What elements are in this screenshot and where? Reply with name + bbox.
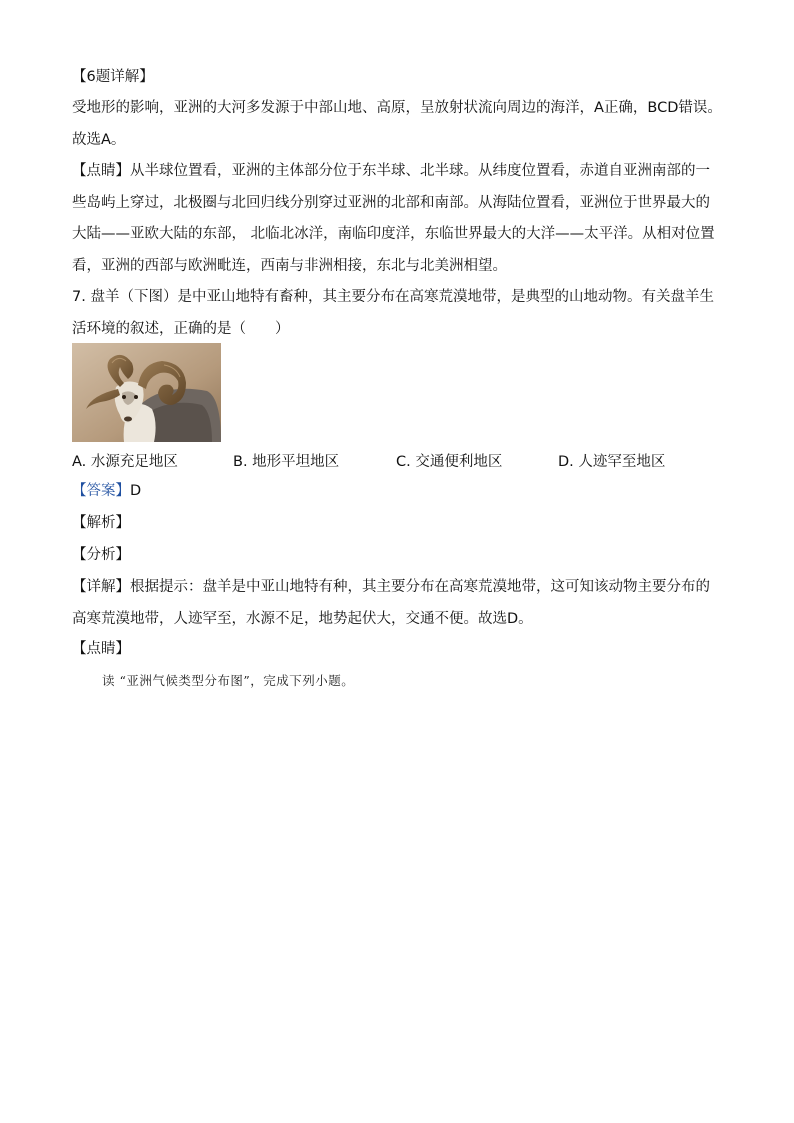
q7-option-b: B. 地形平坦地区: [233, 454, 340, 470]
q7-answer: [72, 476, 724, 508]
argali-sheep-photo: [72, 343, 221, 442]
q7-options: [72, 447, 724, 477]
q7-stem: 7. 盘羊（下图）是中亚山地特有畜种，其主要分布在高寒荒漠地带，是典型的山地动物。有关盘羊生活环境的叙述，正确的是（ ）: [72, 289, 714, 337]
q6-dianjing: [72, 156, 724, 282]
q7-option-a: A. 水源充足地区: [72, 454, 178, 470]
q7-xiangjie-text: 根据提示：盘羊是中亚山地特有种，其主要分布在高寒荒漠地带，这可知该动物主要分布的高寒荒漠地带，人迹罕至，水源不足，地势起伏大，交通不便。故选D。: [72, 579, 710, 627]
q7-option-d: D. 人迹罕至地区: [558, 454, 666, 470]
q7-dianjing-label: 【点睛】: [72, 641, 130, 657]
q6-heading: 【6题详解】: [72, 69, 154, 85]
q7-option-c: C. 交通便利地区: [396, 454, 503, 470]
q7-xiangjie: [72, 572, 724, 635]
argali-sheep-illustration: [72, 343, 221, 442]
q7-answer-label: 【答案】: [72, 483, 130, 499]
q7-fenxi-label: 【分析】: [72, 547, 130, 563]
q6-dianjing-label: 【点睛】: [72, 163, 130, 179]
q6-dianjing-text: 从半球位置看，亚洲的主体部分位于东半球、北半球。从纬度位置看，赤道自亚洲南部的一些岛屿上穿过，北极圈与北回归线分别穿过亚洲的北部和南部。从海陆位置看，亚洲位于世界最大的大陆——亚欧大陆的东部， 北临北冰洋，南临印度洋，东临世界最大的大洋——太平洋。从相对位置看，亚洲的西部与欧洲毗连，西南与非洲相接，东北与北美洲相望。: [72, 163, 715, 274]
q7-jiexi-label: 【解析】: [72, 515, 130, 531]
q6-detail: 受地形的影响，亚洲的大河多发源于中部山地、高原，呈放射状流向周边的海洋，A正确，BCD错误。故选A。: [72, 100, 722, 148]
q7-xiangjie-label: 【详解】: [72, 579, 130, 595]
next-question-intro: 读 “亚洲气候类型分布图”，完成下列小题。: [102, 673, 355, 688]
q7-answer-value: D: [130, 483, 142, 499]
